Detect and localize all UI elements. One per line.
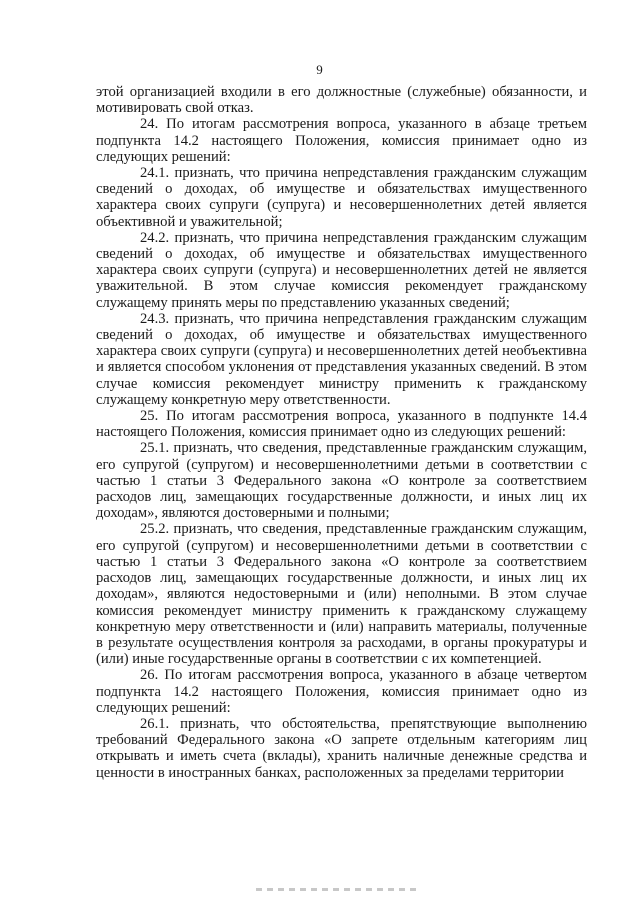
paragraph-item-26: 26. По итогам рассмотрения вопроса, указанного в абзаце четвертом подпункта 14.2 настоящего Положения, комиссия принимает одно из следующих решений: — [96, 667, 587, 716]
paragraph-item-25-2: 25.2. признать, что сведения, представленные гражданским служащим, его супругой (супругом) и несовершеннолетними детьми в соответствии с частью 1 статьи 3 Федерального закона «О контроле за соответствием расходов лиц, замещающих государственные должности, и иных лиц их доходам», являются недостоверными и (или) неполными. В этом случае комиссия рекомендует министру применить к гражданскому служащему конкретную меру ответственности и (или) направить материалы, полученные в результате осуществления контроля за расходами, в органы прокуратуры и (или) иные государственные органы в соответствии с их компетенцией. — [96, 521, 587, 668]
paragraph-continuation: этой организацией входили в его должностные (служебные) обязанности, и мотивировать свой отказ. — [96, 84, 587, 117]
paragraph-item-24: 24. По итогам рассмотрения вопроса, указанного в абзаце третьем подпункта 14.2 настоящего Положения, комиссия принимает одно из следующих решений: — [96, 116, 587, 165]
paragraph-item-25: 25. По итогам рассмотрения вопроса, указанного в подпункте 14.4 настоящего Положения, комиссия принимает одно из следующих решений: — [96, 408, 587, 441]
paragraph-item-24-1: 24.1. признать, что причина непредставления гражданским служащим сведений о доходах, об имуществе и обязательствах имущественного характера своих супруги (супруга) и несовершеннолетних детей является объективной и уважительной; — [96, 165, 587, 230]
paragraph-item-25-1: 25.1. признать, что сведения, представленные гражданским служащим, его супругой (супругом) и несовершеннолетними детьми в соответствии с частью 1 статьи 3 Федерального закона «О контроле за соответствием расходов лиц, замещающих государственные должности, и иных лиц их доходам», являются достоверными и полными; — [96, 440, 587, 522]
document-body — [96, 84, 587, 781]
paragraph-item-24-2: 24.2. признать, что причина непредставления гражданским служащим сведений о доходах, об имуществе и обязательствах имущественного характера своих супруги (супруга) и несовершеннолетних детей не является уважительной. В этом случае комиссия рекомендует гражданскому служащему принять меры по представлению указанных сведений; — [96, 229, 587, 311]
paragraph-item-26-1: 26.1. признать, что обстоятельства, препятствующие выполнению требований Федерального закона «О запрете отдельным категориям лиц открывать и иметь счета (вклады), хранить наличные денежные средства и ценности в иностранных банках, расположенных за пределами территории — [96, 715, 587, 781]
scan-artifact — [256, 888, 416, 891]
paragraph-item-24-3: 24.3. признать, что причина непредставления гражданским служащим сведений о доходах, об имуществе и обязательствах имущественного характера своих супруги (супруга) и несовершеннолетних детей необъективна и является способом уклонения от представления указанных сведений. В этом случае комиссия рекомендует министру применить к гражданскому служащему конкретную меру ответственности. — [96, 310, 587, 408]
page-number: 9 — [316, 62, 323, 77]
